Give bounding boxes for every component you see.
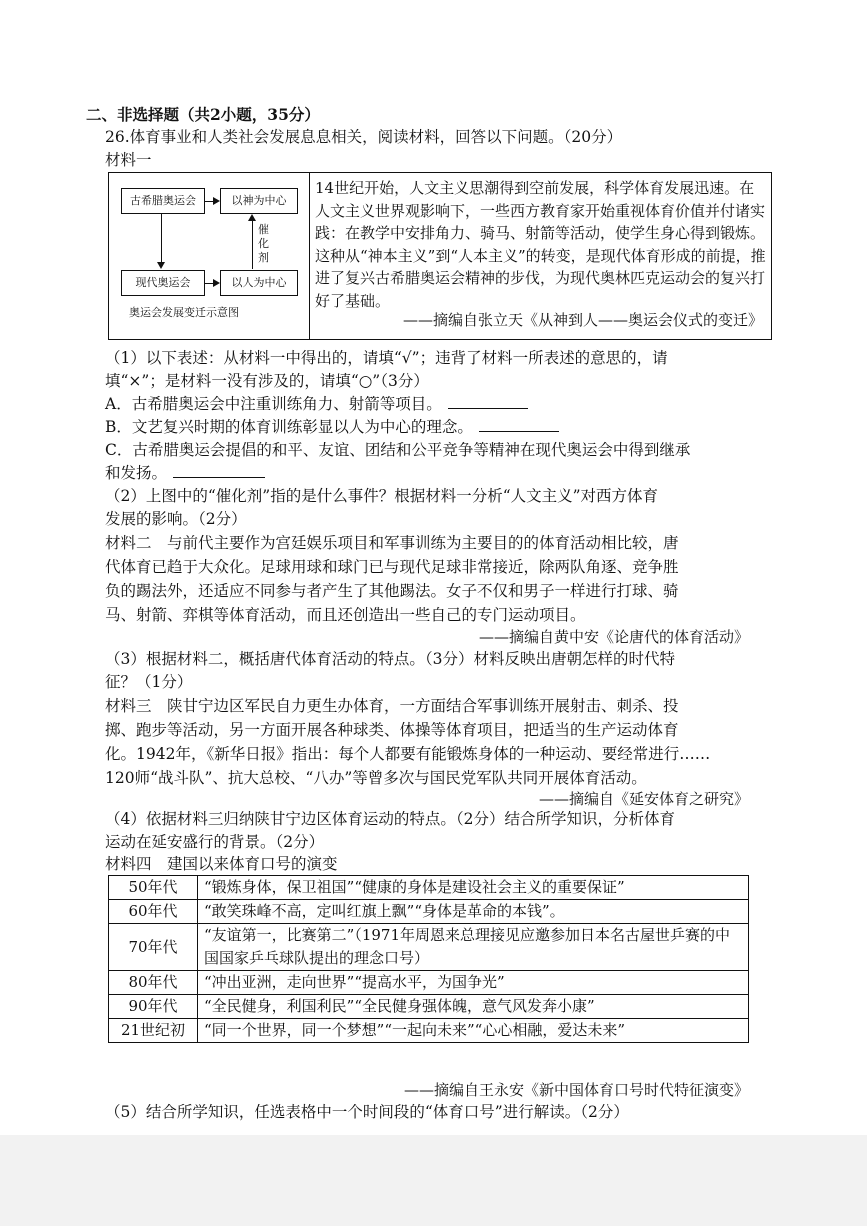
material2-line4: 马、射箭、弈棋等体育活动，而且还创造出一些自己的专门运动项目。	[105, 606, 586, 624]
page-bottom-margin	[0, 1135, 867, 1226]
table-row	[109, 876, 749, 900]
material3-line4: 120师“战斗队”、抗大总校、“八办”等曾多次与国民党军队共同开展体育活动。	[105, 769, 647, 787]
answer-blank-c[interactable]	[173, 463, 265, 478]
era-cell: 21世纪初	[109, 1019, 198, 1043]
material2-source: ——摘编自黄中安《论唐代的体育活动》	[478, 628, 749, 646]
era-cell: 70年代	[109, 924, 198, 971]
material3-line2: 掷、跑步等活动，另一方面开展各种球类、体操等体育项目，把适当的生产运动体育	[105, 721, 679, 739]
era-cell: 60年代	[109, 900, 198, 924]
q1-option-a-text: A．古希腊奥运会中注重训练角力、射箭等项目。	[105, 395, 442, 413]
material1-box	[108, 172, 772, 340]
material1-label: 材料一	[105, 151, 152, 169]
material2-line2: 代体育已趋于大众化。足球用球和球门已与现代足球非常接近，除两队角逐、竞争胜	[105, 558, 679, 576]
diagram-box-human: 以人为中心	[220, 270, 298, 296]
slogan-cell: “冲出亚洲，走向世界”“提高水平，为国争光”	[198, 971, 749, 995]
material4-source: ——摘编自王永安《新中国体育口号时代特征演变》	[403, 1081, 749, 1099]
answer-blank-b[interactable]	[479, 417, 559, 432]
q2-line2: 发展的影响。（2分）	[105, 510, 247, 528]
section-title: 二、非选择题（共2小题，35分）	[86, 105, 320, 124]
material3-line1: 材料三 陕甘宁边区军民自力更生办体育，一方面结合军事训练开展射击、刺杀、投	[105, 697, 679, 715]
q1-option-c2	[105, 462, 265, 484]
slogan-table	[108, 875, 749, 1043]
slogan-cell: “同一个世界，同一个梦想”“一起向未来”“心心相融，爱达未来”	[198, 1019, 749, 1043]
q5-text: （5）结合所学知识，任选表格中一个时间段的“体育口号”进行解读。（2分）	[105, 1103, 629, 1121]
q1-option-b-text: B．文艺复兴时期的体育训练彰显以人为中心的理念。	[105, 418, 473, 436]
q3-line2: 征？（1分）	[105, 673, 193, 691]
box-divider	[309, 173, 310, 339]
diagram-box-ancient: 古希腊奥运会	[121, 188, 205, 214]
q1-option-c2-text: 和发扬。	[105, 464, 168, 482]
diagram-catalyst-label: 催化剂	[258, 223, 269, 264]
arrow-right-icon	[213, 197, 220, 205]
diagram-box-god: 以神为中心	[220, 188, 298, 214]
q3-line1: （3）根据材料二，概括唐代体育活动的特点。（3分）材料反映出唐朝怎样的时代特	[105, 650, 675, 668]
material1-source: ——摘编自张立天《从神到人——奥运会仪式的变迁》	[402, 311, 763, 329]
q1-option-a	[105, 393, 528, 415]
table-row	[109, 995, 749, 1019]
era-cell: 90年代	[109, 995, 198, 1019]
arrow-up-icon	[248, 214, 256, 221]
arrow-line	[252, 221, 253, 269]
q1-option-c1: C．古希腊奥运会提倡的和平、友谊、团结和公平竞争等精神在现代奥运会中得到继承	[105, 441, 691, 459]
slogan-cell: “友谊第一，比赛第二”（1971年周恩来总理接见应邀参加日本名古屋世乒赛的中国国家乒乓球队提出的理念口号）	[198, 924, 749, 971]
arrow-down-icon	[157, 262, 165, 269]
slogan-cell: “全民健身，利国利民”“全民健身强体魄，意气风发奔小康”	[198, 995, 749, 1019]
q1-line1: （1）以下表述：从材料一中得出的，请填“√”；违背了材料一所表述的意思的，请	[105, 349, 668, 367]
slogan-cell: “锻炼身体，保卫祖国”“健康的身体是建设社会主义的重要保证”	[198, 876, 749, 900]
material2-line1: 材料二 与前代主要作为宫廷娱乐项目和军事训练为主要目的的体育活动相比较，唐	[105, 534, 679, 552]
q4-line1: （4）依据材料三归纳陕甘宁边区体育运动的特点。（2分）结合所学知识，分析体育	[105, 810, 675, 828]
arrow-line	[205, 201, 213, 202]
arrow-line	[161, 214, 162, 262]
diagram-box-modern: 现代奥运会	[121, 270, 205, 296]
q1-option-b	[105, 416, 559, 438]
era-cell: 50年代	[109, 876, 198, 900]
table-row	[109, 900, 749, 924]
table-row	[109, 924, 749, 971]
q2-line1: （2）上图中的“催化剂”指的是什么事件？根据材料一分析“人文主义”对西方体育	[105, 487, 659, 505]
era-cell: 80年代	[109, 971, 198, 995]
material3-source: ——摘编自《延安体育之研究》	[538, 790, 749, 808]
diagram-caption: 奥运会发展变迁示意图	[129, 306, 239, 319]
slogan-cell: “敢笑珠峰不高，定叫红旗上飘”“身体是革命的本钱”。	[198, 900, 749, 924]
material3-line3: 化。1942年，《新华日报》指出：每个人都要有能锻炼身体的一种运动、要经常进行……	[105, 745, 711, 763]
arrow-line	[205, 283, 213, 284]
q4-line2: 运动在延安盛行的背景。（2分）	[105, 833, 325, 851]
arrow-right-icon	[213, 279, 220, 287]
material2-line3: 负的踢法外，还适应不同参与者产生了其他踢法。女子不仅和男子一样进行打球、骑	[105, 582, 679, 600]
material4-label: 材料四 建国以来体育口号的演变	[105, 855, 338, 873]
question-stem: 26.体育事业和人类社会发展息息相关，阅读材料，回答以下问题。（20分）	[105, 128, 623, 146]
table-row	[109, 1019, 749, 1043]
table-row	[109, 971, 749, 995]
material1-text: 14世纪开始，人文主义思潮得到空前发展，科学体育发展迅速。在人文主义世界观影响下，一些西方教育家开始重视体育价值并付诸实践：在教学中安排角力、骑马、射箭等活动，使学生身心得到锻炼。这种从“神本主义”到“人本主义”的转变，是现代体育形成的前提，推进了复兴古希腊奥运会精神的步伐，为现代奥林匹克运动会的复兴打好了基础。	[315, 179, 766, 310]
q1-line2: 填“×”；是材料一没有涉及的，请填“○”（3分）	[105, 372, 429, 390]
answer-blank-a[interactable]	[448, 394, 528, 409]
